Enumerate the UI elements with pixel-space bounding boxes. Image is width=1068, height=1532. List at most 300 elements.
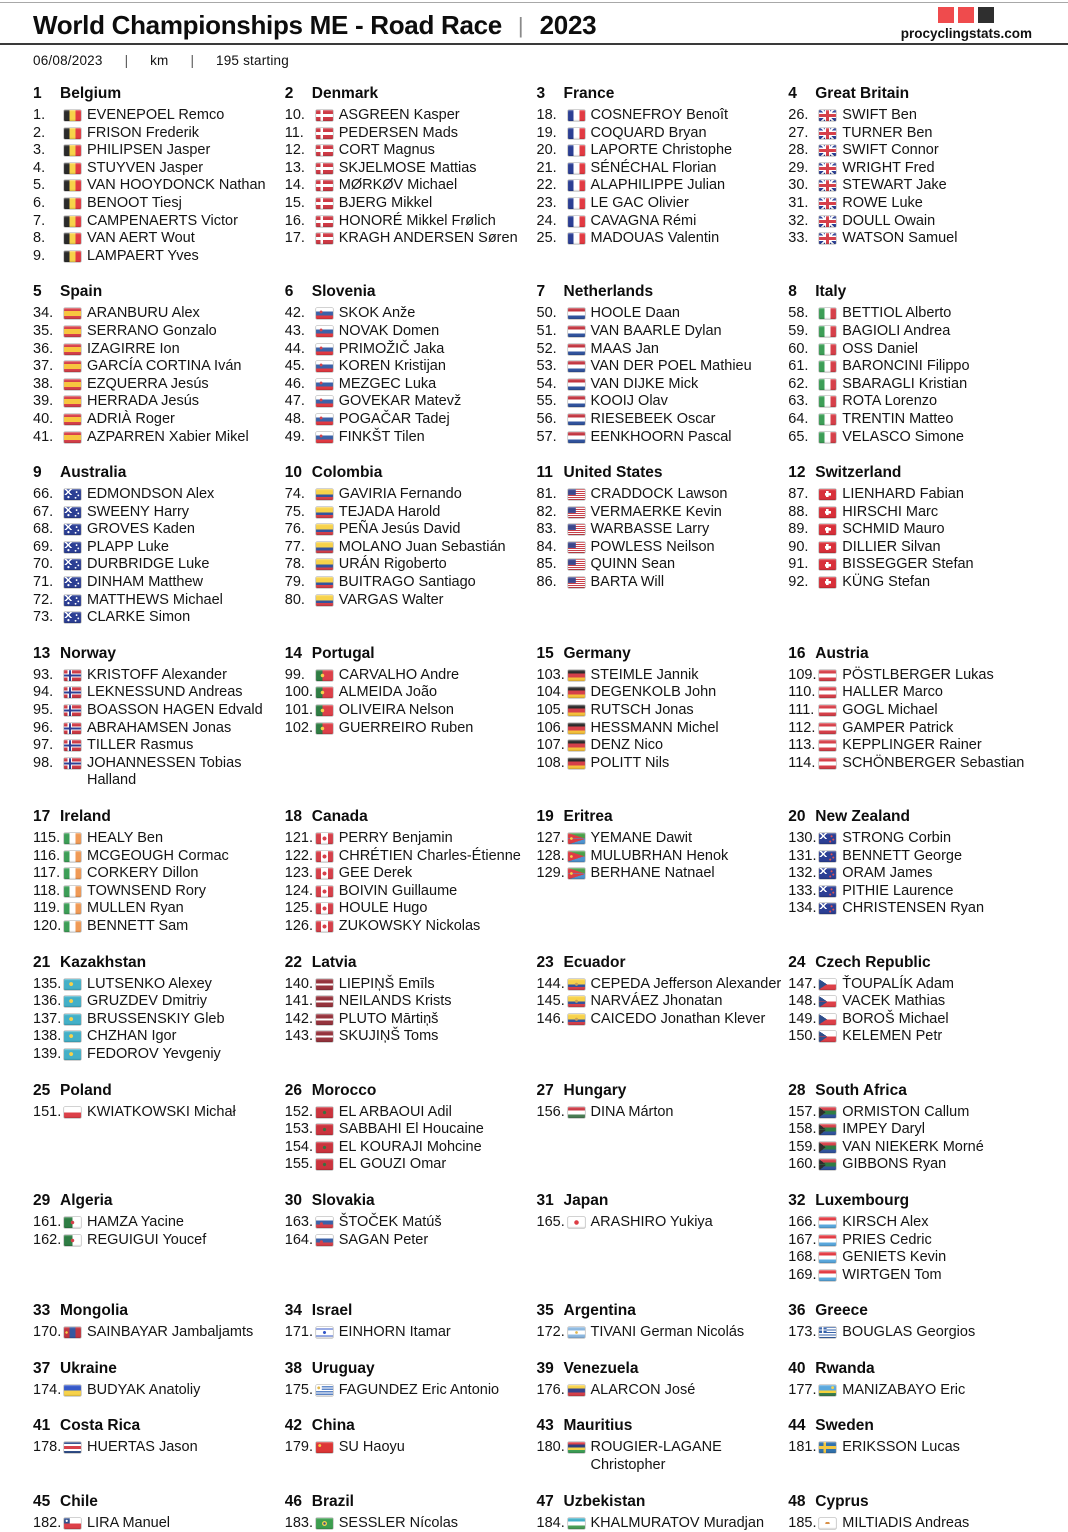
- team-block: [788, 953, 1038, 1064]
- team-country: South Africa: [815, 1081, 907, 1099]
- rider-row: [537, 393, 787, 411]
- rider-row: [33, 504, 283, 522]
- rider-number: 67.: [33, 503, 54, 520]
- team-riders: [33, 1382, 283, 1400]
- si-flag-icon: [316, 432, 333, 443]
- team-block: [537, 1191, 787, 1284]
- rider-number: 75.: [284, 503, 305, 520]
- rider-row: [537, 177, 787, 195]
- team-country: Colombia: [311, 464, 383, 482]
- rider-name: PÖSTLBERGER Lukas: [842, 666, 994, 683]
- rider-row: [285, 592, 535, 610]
- rider-number: 80.: [284, 591, 305, 608]
- rider-name: TEJADA Harold: [338, 503, 441, 520]
- rider-number: 99.: [284, 666, 305, 683]
- au-flag-icon: [64, 559, 81, 570]
- team-header: [285, 463, 535, 483]
- team-number: 20: [788, 808, 806, 825]
- it-flag-icon: [819, 361, 836, 372]
- rider-name: VAN HOOYDONCK Nathan: [87, 177, 266, 194]
- rider-row: [788, 883, 1038, 901]
- team-number: 47: [536, 1492, 554, 1510]
- cz-flag-icon: [819, 996, 836, 1007]
- nz-flag-icon: [819, 833, 836, 844]
- rider-number: 125.: [284, 900, 313, 917]
- rider-number: 177.: [788, 1381, 817, 1398]
- rider-row: [33, 358, 283, 376]
- team-block: [537, 644, 787, 790]
- us-flag-icon: [568, 559, 585, 570]
- team-country: Portugal: [311, 644, 375, 662]
- rider-name: MATTHEWS Michael: [87, 591, 223, 608]
- team-country: Uzbekistan: [563, 1492, 646, 1510]
- rider-name: RUTSCH Jonas: [590, 702, 694, 719]
- rider-number: 54.: [536, 375, 557, 392]
- team-header: [537, 807, 787, 827]
- rider-name: MOLANO Juan Sebastián: [338, 538, 506, 555]
- rider-row: [285, 1232, 535, 1250]
- rider-number: 48.: [284, 410, 305, 427]
- team-riders: [788, 1382, 1038, 1400]
- rider-name: ALAPHILIPPE Julian: [590, 177, 726, 194]
- rider-row: [33, 177, 283, 195]
- team-country: Hungary: [563, 1081, 627, 1099]
- rider-number: 104.: [536, 684, 565, 701]
- team-number: 39: [536, 1359, 554, 1377]
- rider-number: 123.: [284, 865, 313, 882]
- rider-number: 70.: [33, 556, 54, 573]
- rider-row: [285, 107, 535, 125]
- rider-number: 81.: [536, 486, 557, 503]
- rider-name: JOHANNESSEN Tobias Halland: [87, 754, 242, 789]
- rider-name: GIBBONS Ryan: [842, 1156, 947, 1173]
- si-flag-icon: [316, 379, 333, 390]
- it-flag-icon: [819, 308, 836, 319]
- rider-row: [285, 1028, 535, 1046]
- logo-square-icon: [958, 7, 974, 23]
- rider-row: [788, 213, 1038, 231]
- team-header: [537, 644, 787, 664]
- rider-row: [537, 737, 787, 755]
- rider-row: [33, 195, 283, 213]
- rider-name: MØRKØV Michael: [338, 177, 458, 194]
- rider-number: 175.: [284, 1381, 313, 1398]
- rider-number: 89.: [788, 521, 809, 538]
- za-flag-icon: [819, 1159, 836, 1170]
- team-riders: [285, 976, 535, 1046]
- gb-flag-icon: [819, 216, 836, 227]
- be-flag-icon: [64, 163, 81, 174]
- team-block: [788, 282, 1038, 446]
- ch-flag-icon: [819, 507, 836, 518]
- fr-flag-icon: [568, 163, 585, 174]
- rider-name: VACEK Mathias: [842, 993, 946, 1010]
- rider-number: 41.: [33, 428, 54, 445]
- rider-row: [537, 142, 787, 160]
- rider-row: [285, 305, 535, 323]
- ca-flag-icon: [316, 851, 333, 862]
- rider-row: [33, 323, 283, 341]
- rider-name: SKUJIŅŠ Toms: [338, 1028, 439, 1045]
- team-block: [285, 84, 535, 265]
- rider-name: BERHANE Natnael: [590, 865, 715, 882]
- team-number: 27: [536, 1081, 554, 1099]
- team-block: [33, 1301, 283, 1342]
- si-flag-icon: [316, 396, 333, 407]
- pcs-logo[interactable]: [901, 7, 1032, 41]
- it-flag-icon: [819, 344, 836, 355]
- rider-name: GARCÍA CORTINA Iván: [87, 358, 242, 375]
- rider-number: 15.: [284, 194, 305, 211]
- rider-row: [285, 213, 535, 231]
- rider-number: 42.: [284, 305, 305, 322]
- rider-name: SAINBAYAR Jambaljamts: [87, 1324, 254, 1341]
- rider-name: ORMISTON Callum: [842, 1103, 970, 1120]
- rider-number: 31.: [788, 194, 809, 211]
- rider-number: 120.: [33, 917, 62, 934]
- rider-number: 52.: [536, 340, 557, 357]
- rider-name: KEPPLINGER Rainer: [842, 737, 982, 754]
- rider-number: 63.: [788, 393, 809, 410]
- dk-flag-icon: [316, 233, 333, 244]
- race-title: World Championships ME - Road Race: [33, 10, 502, 40]
- rider-number: 26.: [788, 107, 809, 123]
- team-number: 36: [788, 1302, 806, 1320]
- team-riders: [788, 1515, 1038, 1532]
- team-riders: [788, 107, 1038, 248]
- rider-row: [33, 160, 283, 178]
- rider-name: CAVAGNA Rémi: [590, 212, 697, 229]
- team-country: Mauritius: [563, 1417, 633, 1435]
- be-flag-icon: [64, 198, 81, 209]
- rider-number: 91.: [788, 556, 809, 573]
- rider-name: BRUSSENSKIY Gleb: [87, 1010, 225, 1027]
- rider-name: PHILIPSEN Jasper: [87, 142, 211, 159]
- rider-row: [788, 1156, 1038, 1174]
- rider-number: 154.: [284, 1138, 313, 1155]
- pt-flag-icon: [316, 723, 333, 734]
- rider-row: [788, 574, 1038, 592]
- pt-flag-icon: [316, 705, 333, 716]
- rider-row: [788, 976, 1038, 994]
- rider-row: [788, 1324, 1038, 1342]
- rider-number: 183.: [284, 1514, 313, 1531]
- rider-number: 153.: [284, 1121, 313, 1138]
- nl-flag-icon: [568, 361, 585, 372]
- rider-row: [285, 848, 535, 866]
- rider-number: 73.: [33, 609, 54, 626]
- rider-number: 133.: [788, 882, 817, 899]
- rider-number: 39.: [33, 393, 54, 410]
- team-country: Switzerland: [815, 464, 902, 482]
- team-header: [537, 1191, 787, 1211]
- rider-name: QUINN Sean: [590, 556, 676, 573]
- team-country: Rwanda: [815, 1359, 875, 1377]
- rider-row: [788, 539, 1038, 557]
- team-country: Spain: [60, 283, 103, 301]
- rider-number: 14.: [284, 177, 305, 194]
- rider-name: HONORÉ Mikkel Frølich: [338, 212, 496, 229]
- rider-name: AZPARREN Xabier Mikel: [87, 428, 249, 445]
- rider-row: [285, 504, 535, 522]
- rider-row: [285, 230, 535, 248]
- team-block: [537, 1081, 787, 1174]
- lv-flag-icon: [316, 1014, 333, 1025]
- team-number: 8: [788, 283, 797, 301]
- team-header: [285, 1359, 535, 1379]
- rider-row: [788, 1249, 1038, 1267]
- rider-name: SU Haoyu: [338, 1439, 405, 1456]
- rider-name: REGUIGUI Youcef: [87, 1231, 207, 1248]
- rider-row: [33, 341, 283, 359]
- rider-number: 69.: [33, 538, 54, 555]
- rider-row: [537, 702, 787, 720]
- it-flag-icon: [819, 326, 836, 337]
- rider-number: 101.: [284, 702, 313, 719]
- rider-name: EVENEPOEL Remco: [87, 107, 225, 123]
- rider-name: COSNEFROY Benoît: [590, 107, 729, 123]
- ca-flag-icon: [316, 903, 333, 914]
- rider-row: [33, 376, 283, 394]
- za-flag-icon: [819, 1124, 836, 1135]
- team-header: [788, 463, 1038, 483]
- rider-row: [537, 539, 787, 557]
- rider-number: 114.: [788, 754, 816, 771]
- rider-row: [33, 900, 283, 918]
- si-flag-icon: [316, 361, 333, 372]
- rider-name: STRONG Corbin: [842, 830, 952, 846]
- team-riders: [285, 1104, 535, 1174]
- rider-number: 12.: [284, 142, 305, 159]
- team-header: [33, 1492, 283, 1512]
- rider-row: [788, 1267, 1038, 1285]
- rider-name: MAAS Jan: [590, 340, 659, 357]
- de-flag-icon: [568, 723, 585, 734]
- pcs-logo-squares-icon: [938, 7, 994, 23]
- team-block: [33, 463, 283, 627]
- rider-number: 107.: [536, 737, 565, 754]
- team-country: Uruguay: [311, 1359, 375, 1377]
- team-number: 5: [33, 283, 42, 301]
- team-riders: [537, 667, 787, 773]
- team-riders: [33, 976, 283, 1064]
- rider-number: 179.: [284, 1439, 313, 1456]
- rider-name: ARASHIRO Yukiya: [590, 1213, 713, 1230]
- rider-row: [33, 411, 283, 429]
- rider-row: [285, 1139, 535, 1157]
- at-flag-icon: [819, 740, 836, 751]
- it-flag-icon: [819, 379, 836, 390]
- rider-name: KHALMURATOV Muradjan: [590, 1514, 765, 1531]
- rider-row: [33, 702, 283, 720]
- rider-row: [537, 323, 787, 341]
- rider-name: CAMPENAERTS Victor: [87, 212, 238, 229]
- rider-row: [285, 702, 535, 720]
- rider-number: 18.: [536, 107, 557, 123]
- rider-number: 158.: [788, 1121, 817, 1138]
- it-flag-icon: [819, 414, 836, 425]
- team-riders: [537, 305, 787, 446]
- team-riders: [33, 305, 283, 446]
- rider-name: HIRSCHI Marc: [842, 503, 939, 520]
- rider-row: [537, 556, 787, 574]
- rider-row: [285, 177, 535, 195]
- team-block: [537, 1301, 787, 1342]
- rider-row: [788, 393, 1038, 411]
- rider-number: 59.: [788, 322, 809, 339]
- team-riders: [285, 1382, 535, 1400]
- rider-name: VAN AERT Wout: [87, 230, 195, 247]
- ca-flag-icon: [316, 868, 333, 879]
- rider-name: KOREN Kristijan: [338, 358, 446, 375]
- rider-number: 7.: [33, 212, 46, 229]
- rider-number: 2.: [33, 124, 46, 141]
- team-riders: [33, 486, 283, 627]
- team-riders: [33, 1515, 283, 1532]
- team-header: [285, 953, 535, 973]
- rider-row: [788, 1439, 1038, 1457]
- rider-number: 36.: [33, 340, 54, 357]
- rider-number: 97.: [33, 737, 54, 754]
- rider-name: BENNETT George: [842, 847, 963, 864]
- rider-row: [788, 1104, 1038, 1122]
- rider-name: BAGIOLI Andrea: [842, 322, 951, 339]
- rider-number: 134.: [788, 900, 817, 917]
- rider-row: [788, 720, 1038, 738]
- rider-name: PRIES Cedric: [842, 1231, 932, 1248]
- rider-row: [537, 1011, 787, 1029]
- cl-flag-icon: [64, 1518, 81, 1529]
- team-number: 19: [536, 808, 554, 825]
- team-country: Canada: [311, 808, 368, 825]
- team-block: [788, 1081, 1038, 1174]
- us-flag-icon: [568, 524, 585, 535]
- er-flag-icon: [568, 868, 585, 879]
- rider-number: 22.: [536, 177, 557, 194]
- rider-number: 137.: [33, 1010, 62, 1027]
- rider-number: 29.: [788, 159, 809, 176]
- gb-flag-icon: [819, 163, 836, 174]
- team-header: [285, 282, 535, 302]
- team-number: 35: [536, 1302, 554, 1320]
- rider-number: 38.: [33, 375, 54, 392]
- rider-name: WATSON Samuel: [842, 230, 958, 247]
- rider-name: HOOLE Daan: [590, 305, 680, 322]
- kz-flag-icon: [64, 979, 81, 990]
- cy-flag-icon: [819, 1518, 836, 1529]
- rider-number: 160.: [788, 1156, 817, 1173]
- team-riders: [285, 1515, 535, 1532]
- team-riders: [285, 1324, 535, 1342]
- rider-name: PRIMOŽIČ Jaka: [338, 340, 445, 357]
- team-header: [788, 1492, 1038, 1512]
- rider-name: BOUGLAS Georgios: [842, 1324, 976, 1341]
- rider-name: BUDYAK Anatoliy: [87, 1381, 201, 1398]
- rider-name: FINKŠT Tilen: [338, 428, 425, 445]
- team-riders: [33, 667, 283, 790]
- team-block: [537, 1492, 787, 1532]
- team-country: Venezuela: [563, 1359, 639, 1377]
- rider-row: [788, 755, 1038, 773]
- rider-number: 149.: [788, 1010, 817, 1027]
- site-name[interactable]: procyclingstats.com: [900, 26, 1032, 41]
- rider-number: 172.: [536, 1324, 565, 1341]
- gb-flag-icon: [819, 180, 836, 191]
- rider-number: 57.: [536, 428, 557, 445]
- team-header: [285, 1301, 535, 1321]
- dk-flag-icon: [316, 216, 333, 227]
- rider-name: IZAGIRRE Ion: [87, 340, 180, 357]
- team-country: Slovakia: [311, 1191, 375, 1209]
- rider-name: DINA Márton: [590, 1103, 674, 1120]
- rider-number: 86.: [536, 574, 557, 591]
- rider-name: SESSLER Nícolas: [338, 1514, 459, 1531]
- team-riders: [788, 667, 1038, 773]
- sk-flag-icon: [316, 1235, 333, 1246]
- rider-row: [33, 107, 283, 125]
- team-number: 6: [284, 283, 294, 301]
- rider-name: WARBASSE Larry: [590, 521, 710, 538]
- rider-row: [33, 248, 283, 266]
- rider-name: LEKNESSUND Andreas: [87, 684, 243, 701]
- za-flag-icon: [819, 1142, 836, 1153]
- rider-number: 34.: [33, 305, 54, 322]
- lv-flag-icon: [316, 996, 333, 1007]
- team-block: [285, 1081, 535, 1174]
- rider-name: SCHÖNBERGER Sebastian: [842, 754, 1025, 771]
- rider-number: 83.: [536, 521, 557, 538]
- si-flag-icon: [316, 326, 333, 337]
- rider-number: 76.: [284, 521, 305, 538]
- rider-row: [285, 429, 535, 447]
- rider-row: [537, 1214, 787, 1232]
- us-flag-icon: [568, 542, 585, 553]
- rider-number: 62.: [788, 375, 809, 392]
- rider-number: 64.: [788, 410, 809, 427]
- team-riders: [33, 107, 283, 265]
- team-block: [33, 644, 283, 790]
- rider-row: [537, 486, 787, 504]
- rider-number: 159.: [788, 1138, 817, 1155]
- rider-row: [33, 684, 283, 702]
- rider-row: [788, 1382, 1038, 1400]
- rider-row: [33, 1232, 283, 1250]
- rider-row: [788, 1011, 1038, 1029]
- rider-name: ALMEIDA João: [338, 684, 438, 701]
- team-block: [537, 463, 787, 627]
- rider-row: [537, 720, 787, 738]
- team-country: Ireland: [60, 808, 111, 825]
- team-riders: [285, 107, 535, 248]
- si-flag-icon: [316, 308, 333, 319]
- nz-flag-icon: [819, 903, 836, 914]
- rider-number: 145.: [536, 993, 565, 1010]
- rider-name: SBARAGLI Kristian: [842, 375, 968, 392]
- rider-row: [285, 883, 535, 901]
- rider-name: ZUKOWSKY Nickolas: [338, 917, 481, 934]
- rider-row: [33, 865, 283, 883]
- rider-row: [537, 230, 787, 248]
- team-number: 23: [536, 953, 554, 971]
- team-number: 13: [33, 644, 51, 662]
- rider-row: [33, 993, 283, 1011]
- rider-number: 56.: [536, 410, 557, 427]
- rider-name: PITHIE Laurence: [842, 882, 954, 899]
- rider-name: PLUTO Mārtiņš: [338, 1010, 439, 1027]
- ie-flag-icon: [64, 833, 81, 844]
- lu-flag-icon: [819, 1217, 836, 1228]
- rider-row: [537, 1439, 787, 1474]
